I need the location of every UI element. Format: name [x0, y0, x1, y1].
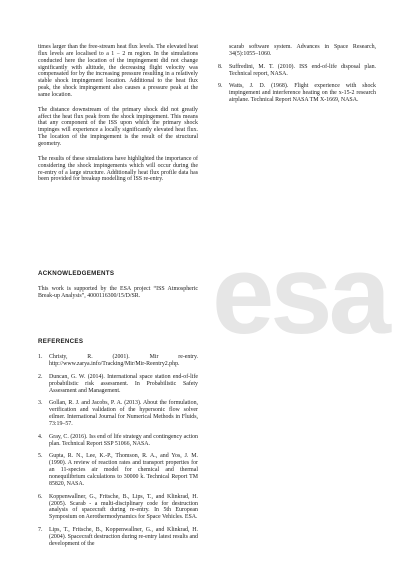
reference-list [38, 354, 198, 547]
reference-item [38, 374, 198, 395]
reference-text: Gupta, R. N., Lee, K.-P., Thomson, R. A., and Yos, J. M. (1990). A review of reaction rates and transport properties for an 11-species air model for chemical and thermal nonequilibrium calculations to 30000 k. Technical Report TM 85820, NASA. [49, 453, 198, 487]
reference-text: Duncan, G. W. (2014). International space station end-of-life probabilistic risk assessment. In Probabilistic Safety Assessment and Management. [49, 373, 198, 394]
reference-text: Gray, C. (2016). Iss end of life strategy and contingency action plan. Technical Report SSP 51066, NASA. [49, 433, 198, 447]
reference-item [218, 83, 376, 104]
reference-item [218, 64, 376, 78]
reference-item [38, 453, 198, 487]
reference-number: 4. [38, 433, 43, 440]
reference-text: Gollan, R. J. and Jacobs, P. A. (2013). About the formulation, verification and validation of the hypersonic flow solver eilmer. International Journal for Numerical Methods in Fluids, 73:19–57. [49, 400, 198, 427]
reference-text: Watts, J. D. (1968). Flight experience with shock impingement and interference heating on the x-15-2 research airplane. Technical Report NASA TM X-1669, NASA. [229, 83, 376, 104]
reference-item [38, 527, 198, 548]
body-paragraph: times larger than the free-stream heat flux levels. The elevated heat flux levels are localised to a 1 − 2 m region. In the simulations conducted here the location of the impingement did not change significantly with altitude, the decreasing flight velocity was compensated for by the increasing pressure resulting in a relatively stable shock impingement location. Additional to the heat flux peak, the shock impingement also causes a pressure peak at the same location. [38, 44, 198, 98]
reference-number: 6. [38, 493, 43, 500]
reference-text: Lips, T., Fritsche, B., Koppenwallner, G., and Klinkrad, H. (2004). Spacecraft destruction during re-entry latest results and development of the [49, 527, 198, 547]
right-column [218, 44, 376, 110]
reference-number: 2. [38, 373, 43, 380]
reference-text: scarab software system. Advances in Space Research, 34(5):1055–1060. [229, 44, 376, 57]
reference-list [218, 44, 376, 104]
references-heading: REFERENCES [38, 338, 84, 345]
reference-number: 8. [218, 63, 223, 70]
body-paragraph: The results of these simulations have highlighted the importance of considering the shock impingements which will occur during the re-entry of a large structure. Additionally heat flux profile data has been provided for breakup modelling of ISS re-entry. [38, 155, 198, 183]
reference-text: Koppenwallner, G., Fritsche, B., Lips, T., and Klinkrad, H. (2005). Scarab - a multi-disciplinary code for destruction analysis of spacecraft during re-entry. In 5th European Symposium on Aerothermodynamics for Space Vehicles. ESA. [49, 493, 198, 521]
acknowledgements-heading: ACKNOWLEDGEMENTS [38, 270, 115, 277]
left-column [38, 44, 198, 547]
reference-item [38, 434, 198, 448]
reference-number: 9. [218, 83, 223, 90]
reference-number: 5. [38, 453, 43, 460]
reference-number: 7. [38, 527, 43, 534]
reference-item [38, 354, 198, 368]
reference-number: 3. [38, 400, 43, 407]
reference-item [38, 400, 198, 427]
acknowledgements-section [38, 270, 198, 308]
body-paragraph: The distance downstream of the primary shock did not greatly affect the heat flux peak from the shock impingement. This means that any component of the ISS upon which the primary shock impinges will experience a locally significantly elevated heat flux. The location of the impingement is the result of the structural geometry. [38, 106, 198, 147]
references-section [38, 338, 198, 554]
acknowledgements-text: This work is supported by the ESA project “ISS Atmospheric Break-up Analysis”, 4000116300/15/D/SR. [38, 286, 198, 300]
reference-number: 1. [38, 354, 43, 361]
reference-item-continued [218, 44, 376, 58]
reference-item [38, 494, 198, 521]
reference-text: Christy, R. (2001). Mir re-entry. http://www.zarya.info/Tracking/Mir/Mir-Reentry2.php. [49, 354, 198, 368]
esa-watermark-text: esa [212, 232, 387, 357]
reference-text: Suffredini, M. T. (2010). ISS end-of-life disposal plan. Technical report, NASA. [229, 63, 376, 77]
